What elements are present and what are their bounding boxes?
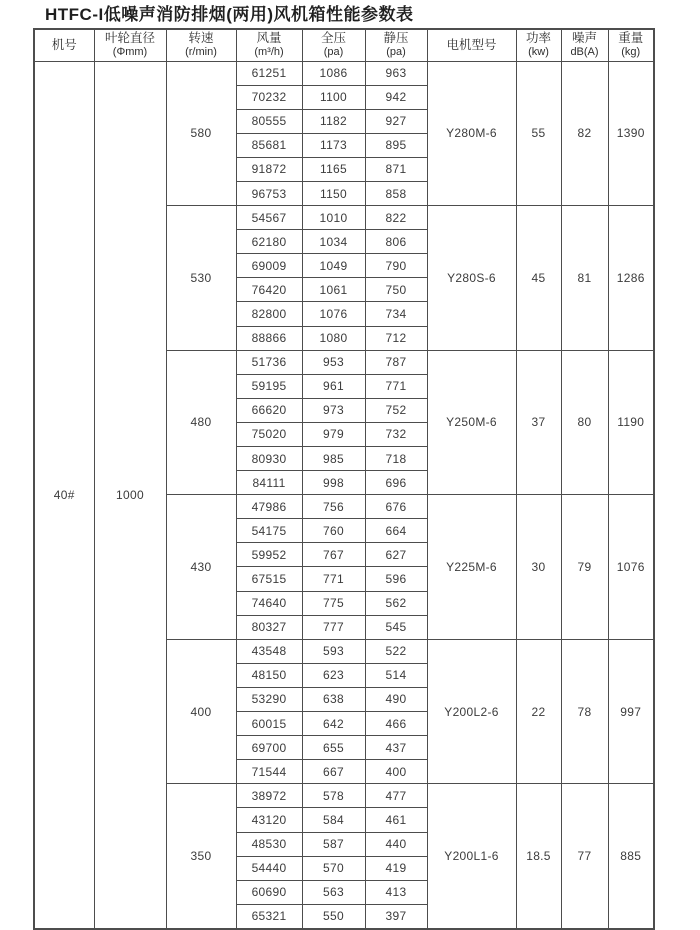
total-pressure-cell: 1173 (302, 133, 365, 157)
header-unit: (pa) (323, 46, 344, 59)
total-pressure-cell: 550 (302, 904, 365, 929)
weight-cell: 997 (608, 639, 654, 784)
header-label: 电机型号 (446, 37, 497, 52)
total-pressure-cell: 953 (302, 350, 365, 374)
motor-model-cell: Y280S-6 (427, 206, 516, 351)
airflow-cell: 85681 (236, 133, 302, 157)
static-pressure-cell: 477 (365, 784, 427, 808)
airflow-cell: 71544 (236, 760, 302, 784)
header-total-pressure (302, 29, 365, 61)
static-pressure-cell: 664 (365, 519, 427, 543)
airflow-cell: 43548 (236, 639, 302, 663)
total-pressure-cell: 1086 (302, 61, 365, 85)
power-cell: 45 (516, 206, 561, 351)
header-label: 静压 (383, 31, 409, 46)
header-airflow (236, 29, 302, 61)
weight-cell: 1076 (608, 495, 654, 640)
noise-cell: 79 (561, 495, 608, 640)
static-pressure-cell: 562 (365, 591, 427, 615)
airflow-cell: 59195 (236, 374, 302, 398)
weight-cell: 1286 (608, 206, 654, 351)
static-pressure-cell: 413 (365, 880, 427, 904)
header-unit: (r/min) (185, 46, 217, 59)
airflow-cell: 54440 (236, 856, 302, 880)
static-pressure-cell: 718 (365, 447, 427, 471)
header-speed (166, 29, 236, 61)
motor-model-cell: Y200L1-6 (427, 784, 516, 929)
airflow-cell: 43120 (236, 808, 302, 832)
static-pressure-cell: 734 (365, 302, 427, 326)
airflow-cell: 76420 (236, 278, 302, 302)
total-pressure-cell: 623 (302, 663, 365, 687)
static-pressure-cell: 466 (365, 712, 427, 736)
static-pressure-cell: 771 (365, 374, 427, 398)
page-title: HTFC-I低噪声消防排烟(两用)风机箱性能参数表 (45, 5, 414, 24)
header-row (34, 29, 654, 61)
total-pressure-cell: 1165 (302, 157, 365, 181)
airflow-cell: 69700 (236, 736, 302, 760)
static-pressure-cell: 696 (365, 471, 427, 495)
total-pressure-cell: 985 (302, 447, 365, 471)
airflow-cell: 48530 (236, 832, 302, 856)
static-pressure-cell: 858 (365, 181, 427, 205)
static-pressure-cell: 750 (365, 278, 427, 302)
noise-cell: 82 (561, 61, 608, 206)
static-pressure-cell: 461 (365, 808, 427, 832)
airflow-cell: 66620 (236, 398, 302, 422)
table-body (34, 61, 654, 929)
total-pressure-cell: 638 (302, 687, 365, 711)
airflow-cell: 65321 (236, 904, 302, 929)
airflow-cell: 80555 (236, 109, 302, 133)
static-pressure-cell: 400 (365, 760, 427, 784)
static-pressure-cell: 752 (365, 398, 427, 422)
airflow-cell: 74640 (236, 591, 302, 615)
total-pressure-cell: 655 (302, 736, 365, 760)
header-unit: (kg) (621, 46, 641, 59)
total-pressure-cell: 979 (302, 422, 365, 446)
airflow-cell: 47986 (236, 495, 302, 519)
airflow-cell: 62180 (236, 230, 302, 254)
static-pressure-cell: 895 (365, 133, 427, 157)
airflow-cell: 54567 (236, 206, 302, 230)
airflow-cell: 70232 (236, 85, 302, 109)
motor-model-cell: Y200L2-6 (427, 639, 516, 784)
total-pressure-cell: 973 (302, 398, 365, 422)
airflow-cell: 48150 (236, 663, 302, 687)
header-motor-model (427, 29, 516, 61)
motor-model-cell: Y225M-6 (427, 495, 516, 640)
static-pressure-cell: 790 (365, 254, 427, 278)
header-label: 风量 (256, 31, 282, 46)
noise-cell: 77 (561, 784, 608, 929)
total-pressure-cell: 767 (302, 543, 365, 567)
header-machine-no (34, 29, 94, 61)
static-pressure-cell: 437 (365, 736, 427, 760)
power-cell: 55 (516, 61, 561, 206)
header-unit: (Φmm) (112, 46, 148, 59)
speed-cell: 580 (166, 61, 236, 206)
total-pressure-cell: 667 (302, 760, 365, 784)
airflow-cell: 88866 (236, 326, 302, 350)
document-page (0, 5, 700, 924)
header-unit: (pa) (386, 46, 406, 59)
total-pressure-cell: 587 (302, 832, 365, 856)
total-pressure-cell: 998 (302, 471, 365, 495)
static-pressure-cell: 440 (365, 832, 427, 856)
airflow-cell: 69009 (236, 254, 302, 278)
airflow-cell: 91872 (236, 157, 302, 181)
speed-cell: 400 (166, 639, 236, 784)
static-pressure-cell: 927 (365, 109, 427, 133)
header-label: 重量 (618, 31, 644, 46)
total-pressure-cell: 1034 (302, 230, 365, 254)
airflow-cell: 61251 (236, 61, 302, 85)
motor-model-cell: Y280M-6 (427, 61, 516, 206)
airflow-cell: 54175 (236, 519, 302, 543)
power-cell: 18.5 (516, 784, 561, 929)
total-pressure-cell: 1010 (302, 206, 365, 230)
total-pressure-cell: 1182 (302, 109, 365, 133)
static-pressure-cell: 963 (365, 61, 427, 85)
airflow-cell: 67515 (236, 567, 302, 591)
airflow-cell: 82800 (236, 302, 302, 326)
static-pressure-cell: 787 (365, 350, 427, 374)
header-label: 转速 (188, 31, 214, 46)
airflow-cell: 75020 (236, 422, 302, 446)
static-pressure-cell: 871 (365, 157, 427, 181)
total-pressure-cell: 1100 (302, 85, 365, 109)
static-pressure-cell: 942 (365, 85, 427, 109)
speed-cell: 530 (166, 206, 236, 351)
total-pressure-cell: 1076 (302, 302, 365, 326)
static-pressure-cell: 806 (365, 230, 427, 254)
noise-cell: 78 (561, 639, 608, 784)
total-pressure-cell: 756 (302, 495, 365, 519)
weight-cell: 1390 (608, 61, 654, 206)
header-label: 机号 (51, 37, 77, 52)
speed-cell: 430 (166, 495, 236, 640)
header-label: 功率 (525, 31, 551, 46)
header-weight (608, 29, 654, 61)
header-label: 全压 (320, 31, 346, 46)
airflow-cell: 96753 (236, 181, 302, 205)
total-pressure-cell: 961 (302, 374, 365, 398)
static-pressure-cell: 676 (365, 495, 427, 519)
total-pressure-cell: 642 (302, 712, 365, 736)
power-cell: 30 (516, 495, 561, 640)
static-pressure-cell: 545 (365, 615, 427, 639)
noise-cell: 80 (561, 350, 608, 495)
static-pressure-cell: 627 (365, 543, 427, 567)
total-pressure-cell: 593 (302, 639, 365, 663)
total-pressure-cell: 760 (302, 519, 365, 543)
power-cell: 22 (516, 639, 561, 784)
airflow-cell: 80327 (236, 615, 302, 639)
total-pressure-cell: 1049 (302, 254, 365, 278)
total-pressure-cell: 584 (302, 808, 365, 832)
airflow-cell: 38972 (236, 784, 302, 808)
static-pressure-cell: 490 (365, 687, 427, 711)
static-pressure-cell: 397 (365, 904, 427, 929)
airflow-cell: 59952 (236, 543, 302, 567)
header-unit: (kw) (528, 46, 549, 59)
speed-cell: 480 (166, 350, 236, 495)
header-noise (561, 29, 608, 61)
total-pressure-cell: 1061 (302, 278, 365, 302)
static-pressure-cell: 514 (365, 663, 427, 687)
fan-spec-table (33, 28, 655, 930)
header-label: 叶轮直径 (104, 31, 155, 46)
weight-cell: 885 (608, 784, 654, 929)
speed-cell: 350 (166, 784, 236, 929)
impeller-diameter-cell: 1000 (94, 61, 166, 929)
table-row (34, 61, 654, 85)
total-pressure-cell: 1150 (302, 181, 365, 205)
noise-cell: 81 (561, 206, 608, 351)
total-pressure-cell: 775 (302, 591, 365, 615)
total-pressure-cell: 1080 (302, 326, 365, 350)
header-static-pressure (365, 29, 427, 61)
static-pressure-cell: 596 (365, 567, 427, 591)
static-pressure-cell: 822 (365, 206, 427, 230)
static-pressure-cell: 712 (365, 326, 427, 350)
header-power (516, 29, 561, 61)
static-pressure-cell: 419 (365, 856, 427, 880)
airflow-cell: 80930 (236, 447, 302, 471)
airflow-cell: 53290 (236, 687, 302, 711)
airflow-cell: 60015 (236, 712, 302, 736)
header-unit: (m³/h) (254, 46, 284, 59)
header-label: 噪声 (571, 31, 597, 46)
motor-model-cell: Y250M-6 (427, 350, 516, 495)
airflow-cell: 84111 (236, 471, 302, 495)
airflow-cell: 51736 (236, 350, 302, 374)
weight-cell: 1190 (608, 350, 654, 495)
total-pressure-cell: 777 (302, 615, 365, 639)
total-pressure-cell: 578 (302, 784, 365, 808)
total-pressure-cell: 771 (302, 567, 365, 591)
header-unit: dB(A) (570, 46, 599, 59)
total-pressure-cell: 570 (302, 856, 365, 880)
static-pressure-cell: 732 (365, 422, 427, 446)
total-pressure-cell: 563 (302, 880, 365, 904)
machine-no-cell: 40# (34, 61, 94, 929)
header-impeller-diameter (94, 29, 166, 61)
power-cell: 37 (516, 350, 561, 495)
airflow-cell: 60690 (236, 880, 302, 904)
static-pressure-cell: 522 (365, 639, 427, 663)
